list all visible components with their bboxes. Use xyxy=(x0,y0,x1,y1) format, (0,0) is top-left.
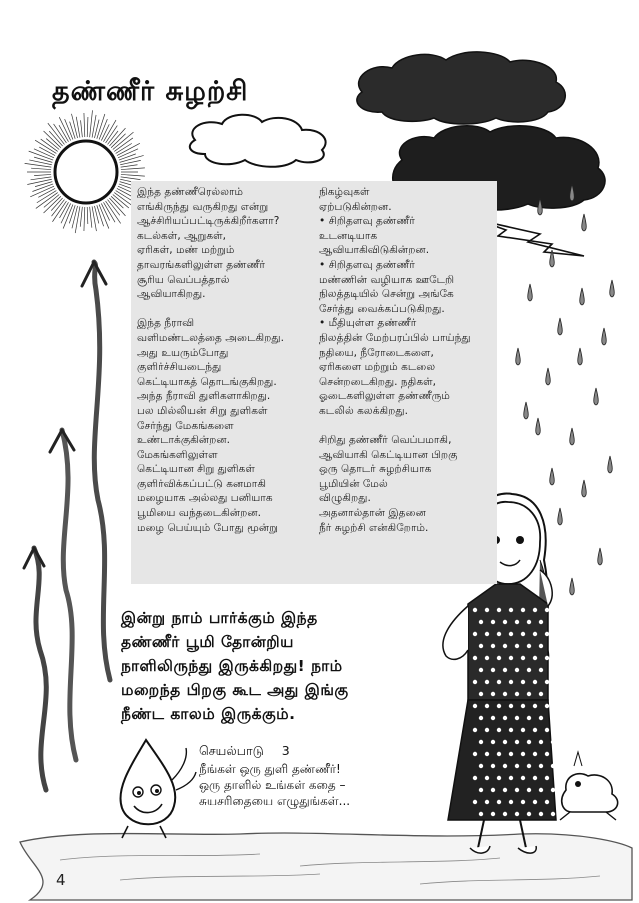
text-line: சேர்த்து வைக்கப்படுகிறது. xyxy=(319,302,445,315)
text-line: ஆவியாகிறது. xyxy=(137,288,206,301)
paragraph xyxy=(319,185,495,419)
text-line: நதியை, நீரோடைகளை, xyxy=(319,346,434,359)
text-line: • சிறிதளவு தண்ணீர் xyxy=(319,258,415,271)
text-line: குளிர்ச்சியடைந்து xyxy=(137,361,222,374)
activity-line: நீங்கள் ஒரு துளி தண்ணீர்! xyxy=(199,762,341,776)
text-line: • மீதியுள்ள தண்ணீர் xyxy=(319,317,417,330)
text-line: பூமியின் மேல் xyxy=(319,477,388,490)
highlight-line: நாளிலிருந்து இருக்கிறது! நாம் xyxy=(121,657,343,675)
text-line: ஏரிகள், மண் மற்றும் xyxy=(137,244,235,257)
text-column-right xyxy=(319,185,495,535)
text-line: ஏரிகளை மற்றும் கடலை xyxy=(319,361,436,374)
text-line: கடலில் கலக்கிறது. xyxy=(319,404,408,417)
text-line: ஆவியாகி கெட்டியான பிறகு xyxy=(319,448,458,461)
activity-label: செயல்பாடு xyxy=(199,743,264,758)
text-line: ஓடைகளிலுள்ள தண்ணீரும் xyxy=(319,390,450,403)
page-number: 4 xyxy=(56,871,66,889)
text-line: கெட்டியாகத் தொடங்குகிறது. xyxy=(137,375,277,388)
text-line: மேகங்களிலுள்ள xyxy=(137,448,218,461)
text-line: நீர் சுழற்சி என்கிறோம். xyxy=(319,521,429,534)
text-line: வளிமண்டலத்தை அடைகிறது. xyxy=(137,331,284,344)
rising-vapour-arrow-icon xyxy=(24,262,110,790)
highlight-line: மறைந்த பிறகு கூட அது இங்கு xyxy=(121,681,349,699)
text-column-left xyxy=(137,185,315,535)
text-line: விழுகிறது. xyxy=(319,492,371,505)
text-line: மழை பெய்யும் போது மூன்று xyxy=(137,521,278,534)
text-line: இந்த தண்ணீரெல்லாம் xyxy=(137,186,244,198)
text-line: ஏற்படுகின்றன. xyxy=(319,200,392,213)
text-line: அந்த நீராவி துளிகளாகிறது. xyxy=(137,390,271,403)
paragraph xyxy=(137,316,315,535)
text-line: ஆச்சிரியப்பட்டிருக்கிறீர்களா? xyxy=(137,215,280,228)
activity-line: ஒரு தாளில் உங்கள் கதை – xyxy=(199,778,346,792)
activity-number: 3 xyxy=(281,743,290,758)
text-line: மழையாக அல்லது பனியாக xyxy=(137,492,273,505)
text-line: ஒரு தொடர் சுழற்சியாக xyxy=(319,463,432,476)
paragraph xyxy=(319,433,495,535)
paragraph xyxy=(137,185,315,302)
highlight-text xyxy=(121,606,421,726)
text-line: தாவரங்களிலுள்ள தண்ணீர் xyxy=(137,258,266,271)
text-line: பூமியை வந்தடைகின்றன. xyxy=(137,507,261,520)
text-line: நிலத்தடியில் சென்று அங்கே xyxy=(319,288,454,301)
highlight-line: இன்று நாம் பார்க்கும் இந்த xyxy=(121,609,318,627)
text-line: குளிர்விக்கப்பட்டு கனமாகி xyxy=(137,477,267,490)
highlight-line: நீண்ட காலம் இருக்கும். xyxy=(121,705,296,723)
text-line: சென்றடைகிறது. நதிகள், xyxy=(319,375,437,388)
text-line: கெட்டியான சிறு துளிகள் xyxy=(137,463,255,476)
page-title: தண்ணீர் சுழற்சி xyxy=(52,76,249,107)
text-line: நிகழ்வுகள் xyxy=(319,186,370,198)
text-line: சேர்ந்து மேகங்களை xyxy=(137,419,234,432)
text-line: ஆவியாகிவிடுகின்றன. xyxy=(319,244,430,257)
text-line: மண்ணின் வழியாக ஊடேறி xyxy=(319,273,455,286)
activity-box xyxy=(199,743,350,809)
text-line: அது உயரும்போது xyxy=(137,346,229,359)
water-drop-character-icon xyxy=(120,740,196,838)
activity-heading xyxy=(199,743,350,759)
text-line: உடனடியாக xyxy=(319,229,378,242)
text-line: பல மில்லியன் சிறு துளிகள் xyxy=(137,404,268,417)
text-line: இந்த நீராவி xyxy=(137,317,195,330)
text-line: அதனால்தான் இதனை xyxy=(319,507,426,520)
text-line: சூரிய வெப்பத்தால் xyxy=(137,273,230,286)
highlight-line: தண்ணீர் பூமி தோன்றிய xyxy=(121,633,294,651)
frog-icon xyxy=(560,752,618,820)
sun-icon xyxy=(25,110,147,233)
text-line: • சிறிதளவு தண்ணீர் xyxy=(319,215,415,228)
white-cloud-icon xyxy=(190,115,326,167)
water-puddle-icon xyxy=(20,833,632,900)
dark-cloud-icon xyxy=(357,52,565,124)
text-line: எங்கிருந்து வருகிறது என்று xyxy=(137,200,269,213)
text-line: நிலத்தின் மேற்பரப்பில் பாய்ந்து xyxy=(319,331,471,344)
text-line: சிறிது தண்ணீர் வெப்பமாகி, xyxy=(319,434,452,447)
text-line: கடல்கள், ஆறுகள், xyxy=(137,229,227,242)
activity-line: சுயசரிதையை எழுதுங்கள்... xyxy=(199,794,351,808)
text-line: உண்டாக்குகின்றன. xyxy=(137,434,230,447)
